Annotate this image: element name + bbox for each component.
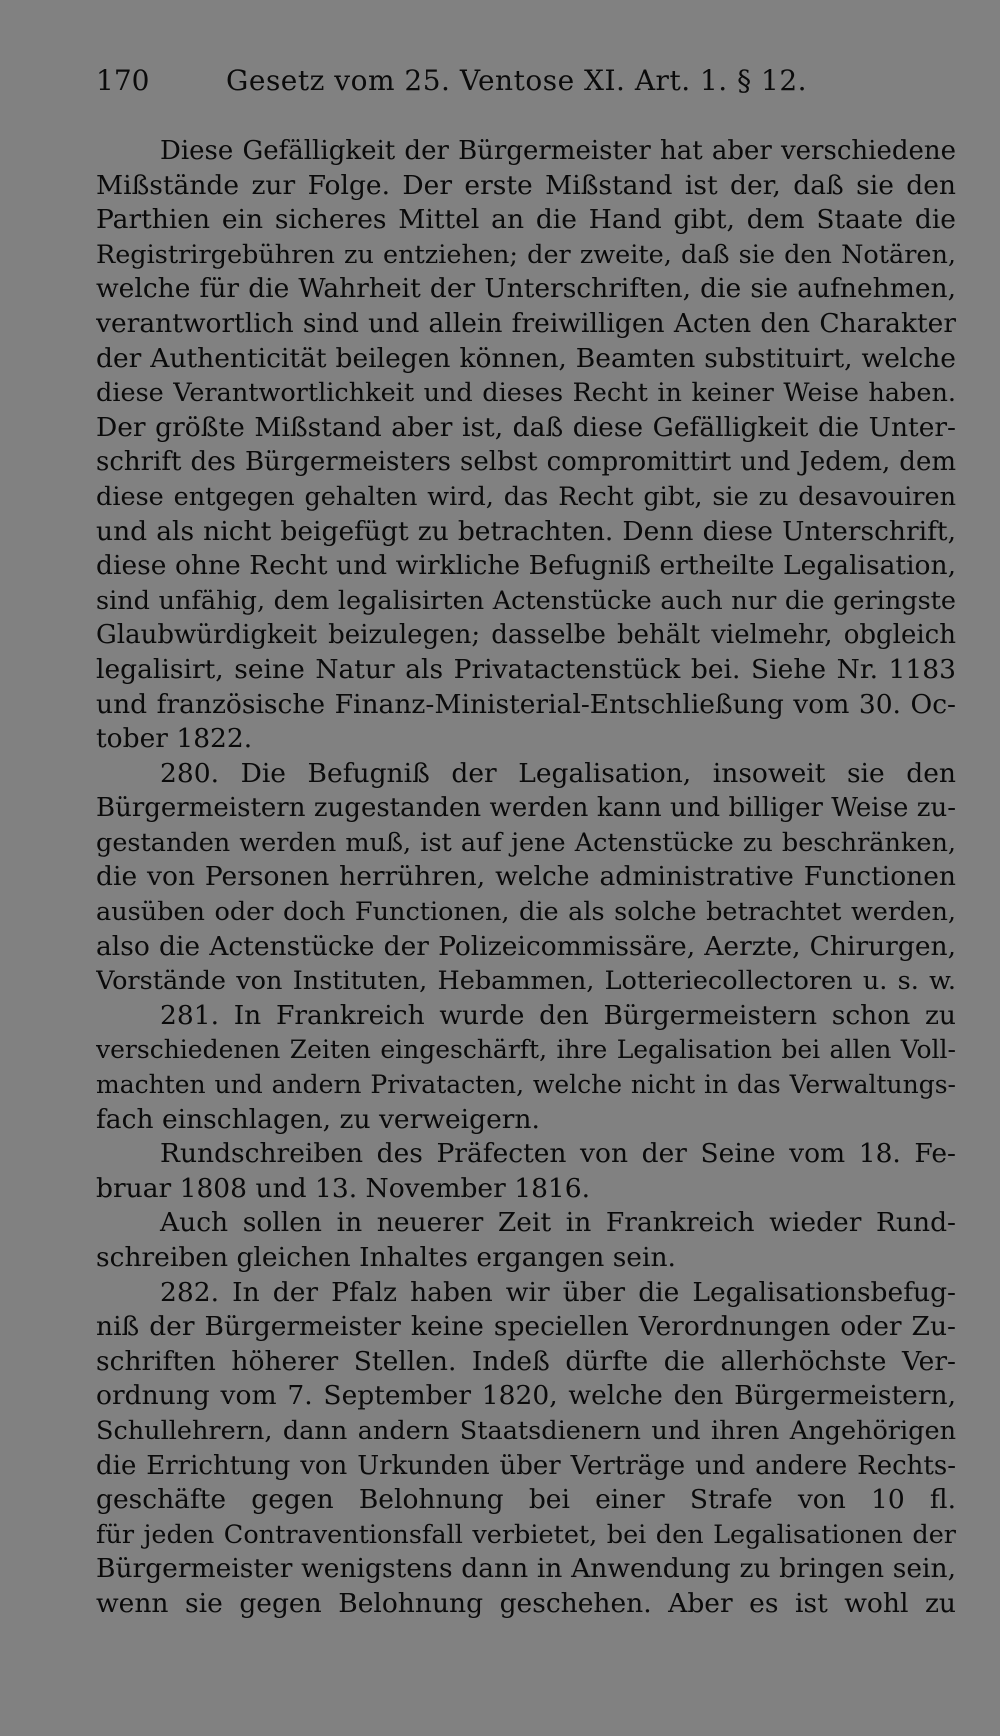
page-number: 170 (96, 64, 150, 97)
text-line: 282. In der Pfalz haben wir über die Legalisationsbefug- (160, 1276, 956, 1308)
text-line: gestanden werden muß, ist auf jene Actenstücke zu beschränken, (96, 827, 956, 858)
text-line: Registrirgebühren zu entziehen; der zweite, daß sie den Notären, (96, 239, 956, 270)
text-line: diese Verantwortlichkeit und dieses Recht in keiner Weise haben. (96, 378, 956, 409)
text-line: Schullehrern, dann andern Staatsdienern und ihren Angehörigen (96, 1415, 956, 1446)
text-line: die Errichtung von Urkunden über Verträge und andere Rechts- (96, 1450, 956, 1481)
text-line: Rundschreiben des Präfecten von der Seine vom 18. Fe- (160, 1138, 956, 1170)
text-line: schrift des Bürgermeisters selbst compromittirt und Jedem, dem (96, 447, 956, 478)
text-line: 280. Die Befugniß der Legalisation, insoweit sie den (160, 757, 956, 789)
running-title: Gesetz vom 25. Ventose XI. Art. 1. § 12. (226, 64, 808, 97)
text-line: fach einschlagen, zu verweigern. (96, 1103, 540, 1135)
text-line: welche für die Wahrheit der Unterschriften, die sie aufnehmen, (96, 273, 956, 305)
text-line: bruar 1808 und 13. November 1816. (96, 1172, 591, 1204)
text-line: ausüben oder doch Functionen, die als solche betrachtet werden, (96, 897, 956, 928)
text-line: verantwortlich sind und allein freiwilligen Acten den Charakter (96, 307, 956, 339)
text-line: ordnung vom 7. September 1820, welche den Bürgermeistern, (96, 1380, 956, 1412)
text-line: diese entgegen gehalten wird, das Recht gibt, sie zu desavouiren (96, 481, 956, 512)
text-line: Bürgermeistern zugestanden werden kann und billiger Weise zu- (96, 793, 956, 824)
text-line: der Authenticität beilegen können, Beamten substituirt, welche (96, 342, 956, 374)
text-line: Bürgermeister wenigstens dann in Anwendung zu bringen sein, (96, 1553, 956, 1585)
text-line: Diese Gefälligkeit der Bürgermeister hat aber verschiedene (160, 136, 956, 166)
text-line: Auch sollen in neuerer Zeit in Frankreich wieder Rund- (160, 1207, 956, 1239)
text-line: schriften höherer Stellen. Indeß dürfte die allerhöchste Ver- (96, 1345, 956, 1377)
text-line: machten und andern Privatacten, welche nicht in das Verwaltungs- (96, 1070, 956, 1100)
text-line: und französische Finanz-Ministerial-Entschließung vom 30. Oc- (96, 688, 956, 720)
text-line: Vorstände von Instituten, Hebammen, Lotteriecollectoren u. s. w. (96, 966, 956, 997)
text-line: Glaubwürdigkeit beizulegen; dasselbe behält vielmehr, obgleich (96, 620, 956, 651)
text-line: niß der Bürgermeister keine speciellen Verordnungen oder Zu- (96, 1311, 956, 1343)
text-line: Der größte Mißstand aber ist, daß diese Gefälligkeit die Unter- (96, 411, 956, 443)
body-text (96, 134, 956, 1622)
text-line: und als nicht beigefügt zu betrachten. Denn diese Unterschrift, (96, 515, 956, 547)
text-line: für jeden Contraventionsfall verbietet, bei den Legalisationen der (96, 1519, 956, 1550)
text-line: wenn sie gegen Belohnung geschehen. Aber es ist wohl zu (96, 1587, 956, 1619)
text-line: legalisirt, seine Natur als Privatactenstück bei. Siehe Nr. 1183 (96, 653, 956, 685)
text-line: geschäfte gegen Belohnung bei einer Strafe von 10 fl. (96, 1484, 956, 1516)
text-line: verschiedenen Zeiten eingeschärft, ihre Legalisation bei allen Voll- (96, 1035, 956, 1065)
text-line: schreiben gleichen Inhaltes ergangen sein. (96, 1242, 676, 1273)
page-header (96, 64, 956, 112)
text-line: tober 1822. (96, 723, 253, 755)
text-line: sind unfähig, dem legalisirten Actenstücke auch nur die geringste (96, 585, 956, 616)
text-line: 281. In Frankreich wurde den Bürgermeistern schon zu (160, 999, 956, 1031)
text-line: die von Personen herrühren, welche administrative Functionen (96, 861, 956, 893)
text-line: Parthien ein sicheres Mittel an die Hand gibt, dem Staate die (96, 204, 956, 236)
text-line: Mißstände zur Folge. Der erste Mißstand ist der, daß sie den (96, 169, 956, 201)
text-line: also die Actenstücke der Polizeicommissäre, Aerzte, Chirurgen, (96, 930, 956, 962)
text-line: diese ohne Recht und wirkliche Befugniß ertheilte Legalisation, (96, 550, 956, 582)
